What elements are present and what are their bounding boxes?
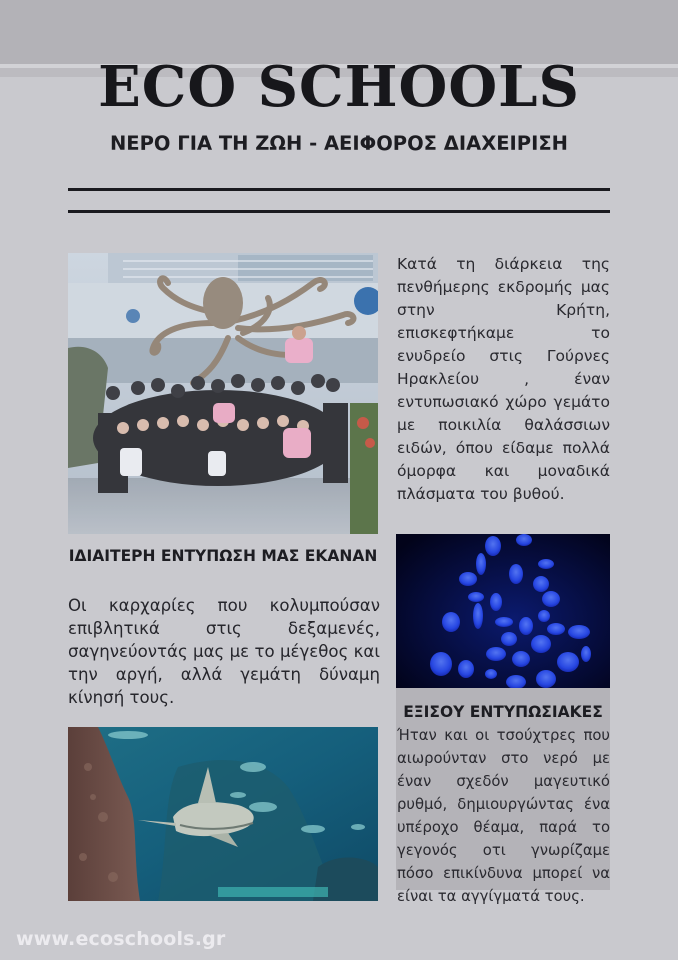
shark-photo [68, 727, 378, 901]
jellyfish-photo-image [396, 534, 610, 688]
group-photo [68, 253, 378, 534]
section-heading-jellyfish: ΕΞΙΣΟΥ ΕΝΤΥΠΩΣΙΑΚΕΣ [403, 703, 603, 721]
intro-paragraph: Κατά τη διάρκεια της πενθήμερης εκδρομής μας στην Κρήτη, επισκεφτήκαμε το ενυδρείο στις Γούρνες Ηρακλείου , έναν εντυπωσιακό χώρο γεμάτο με ποικιλία θαλάσσιων ειδών, όπου είδαμε πολλά όμορφα και μοναδικά πλάσματα του βυθού. [397, 255, 610, 503]
page-subtitle: ΝΕΡΟ ΓΙΑ ΤΗ ΖΩΗ - ΑΕΙΦΟΡΟΣ ΔΙΑΧΕΙΡΙΣΗ [109, 132, 568, 155]
shark-photo-image [68, 727, 378, 901]
sharks-paragraph: Οι καρχαρίες που κολυμπούσαν επιβλητικά στις δεξαμενές, σαγηνεύοντάς μας με το μέγεθος και την αργή, αλλά γεμάτη δύναμη κίνησή τους. [68, 596, 380, 707]
section-heading-sharks: ΙΔΙΑΙΤΕΡΗ ΕΝΤΥΠΩΣΗ ΜΑΣ ΕΚΑΝΑΝ [68, 547, 378, 565]
group-photo-image [68, 253, 378, 534]
footer-website-url[interactable]: www.ecoschools.gr [16, 928, 226, 950]
jellyfish-paragraph: Ήταν και οι τσούχτρες που αιωρούνταν στο νερό με έναν σχεδόν μαγευτικό ρυθμό, δημιουργώντας ένα υπέροχο θέαμα, παρά το γεγονός οτι γνωρίζαμε πόσο επικίνδυνα μπορεί να είναι τα αγγίγματά τους. [397, 727, 610, 905]
jellyfish-photo [396, 534, 610, 688]
page-title: ECO SCHOOLS [98, 54, 580, 120]
divider-line-top [68, 188, 610, 191]
divider-line-bottom [68, 210, 610, 213]
